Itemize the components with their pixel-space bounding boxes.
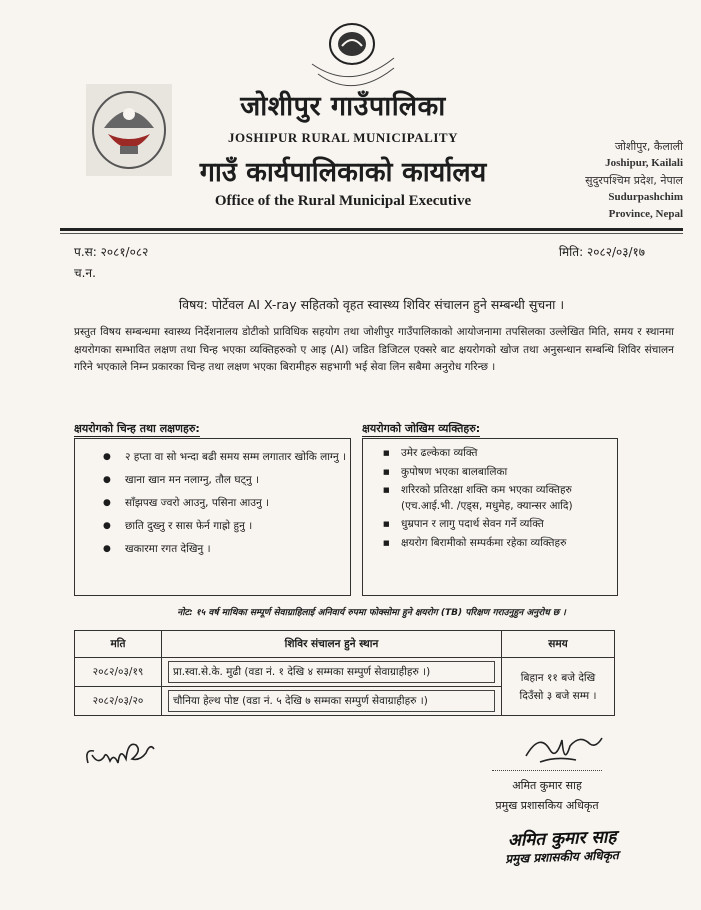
address-line: Province, Nepal (608, 208, 683, 220)
address-line: Sudurpashchim (608, 191, 683, 203)
signatory-name: अमित कुमार साह (512, 779, 582, 792)
column-header: शिविर संचालन हुने स्थान (162, 631, 502, 658)
office-address (585, 138, 683, 223)
note-text: नोट: १५ वर्ष माथिका सम्पूर्ण सेवाग्राहिलाई अनिवार्य रुपमा फोक्सोमा हुने क्षयरोग (TB) परिक्षण गराउनुहुन अनुरोध छ । (177, 608, 566, 618)
camp-place-cell (162, 658, 502, 687)
symptoms-box (74, 438, 351, 596)
risk-groups-heading: क्षयरोगको जोखिम व्यक्तिहरु: (362, 422, 481, 435)
risk-item: ■ धुम्रपान र लागु पदार्थ सेवन गर्ने व्यक्ति (401, 517, 617, 533)
column-header: मति (75, 631, 162, 658)
body-paragraph: प्रस्तुत विषय सम्बन्धमा स्वास्थ्य निर्देशनालय डोटीको प्राविधिक सहयोग तथा जोशीपुर गाउँपालिकाको आयोजनामा तपसिलका उल्लेखित मिति, समय र स्थानमा क्षयरोगका सम्भावित लक्षण तथा चिन्ह भएका व्यक्तिहरुको ए आइ (AI) जडित डिजिटल एक्सरे बाट क्षयरोगको खोज तथा अनुसन्धान सम्बन्धि शिविर संचालन गरिने भएकाले निम्न प्रकारका चिन्ह तथा लक्षण भएका बिरामीहरु सहभागी भई सेवा लिन सबैमा अनुरोध गरिन्छ । (74, 326, 674, 373)
camp-place: प्रा.स्वा.से.के. मुढी (वडा नं. १ देखि ४ सम्मका सम्पुर्ण सेवाग्राहीहरु ।) (168, 661, 495, 683)
risk-item: ■ क्षयरोग बिरामीको सम्पर्कमा रहेका व्यक्तिहरु (401, 536, 617, 552)
address-line: सुदुरपश्चिम प्रदेश, नेपाल (585, 174, 683, 187)
address-line: जोशीपुर, कैलाली (614, 140, 683, 153)
symptom-item: ● साँझपख ज्वरो आउनु, पसिना आउनु । (125, 495, 350, 511)
symptoms-heading: क्षयरोगको चिन्ह तथा लक्षणहरु: (74, 422, 200, 435)
risk-groups-box (362, 438, 618, 596)
title-stamp: प्रमुख प्रशासकीय अधिकृत (505, 848, 619, 866)
nepal-emblem-logo (86, 84, 172, 176)
camp-place-cell (162, 687, 502, 716)
risk-item: ■ उमेर ढल्केका व्यक्ति (401, 446, 617, 462)
table-row (75, 658, 615, 687)
risk-item: ■ कुपोषण भएका बालबालिका (401, 465, 617, 481)
table-header-row (75, 631, 615, 658)
camp-date: २०८२/०३/२० (75, 687, 162, 716)
subject-line: विषय: पोर्टेवल AI X-ray सहितको वृहत स्वास्थ्य शिविर संचालन हुने सम्बन्धी सुचना । (178, 297, 565, 312)
officer-signature (520, 726, 606, 774)
risk-item: ■ शरिरको प्रतिरक्षा शक्ति कम भएका व्यक्तिहरु (एच.आई.भी. /एड्स, मधुमेह, क्यान्सर आदि) (401, 483, 617, 514)
symptom-item: ● खाना खान मन नलाग्नु, तौल घट्नु । (125, 472, 350, 488)
camp-schedule-table (74, 630, 615, 716)
dispatch-number: च.न. (74, 266, 96, 280)
initials-signature (80, 733, 160, 777)
signature-line (492, 770, 602, 771)
camp-place: चौनिया हेल्थ पोष्ट (वडा नं. ५ देखि ७ सम्मका सम्पुर्ण सेवाग्राहीहरु ।) (168, 690, 495, 712)
camp-date: २०८२/०३/१९ (75, 658, 162, 687)
camp-time: बिहान ११ बजे देखि दिउँसो ३ बजे सम्म । (502, 658, 615, 716)
letter-date: मिति: २०८२/०३/१७ (558, 245, 645, 259)
symptom-item: ● २ हप्ता वा सो भन्दा बढी समय सम्म लगातार खोकि लाग्नु । (125, 449, 350, 465)
name-stamp: अमित कुमार साह (507, 827, 617, 851)
municipality-title-np: जोशीपुर गाउँपालिका (240, 91, 446, 122)
reference-number: प.स: २०८१/०८२ (74, 245, 149, 259)
symptom-item: ● छाति दुख्नु र सास फेर्न गाह्रो हुनु । (125, 518, 350, 534)
office-title-en: Office of the Rural Municipal Executive (214, 193, 472, 209)
symptom-item: ● खकारमा रगत देखिनु । (125, 541, 350, 557)
header-divider (60, 228, 683, 231)
address-line: Joshipur, Kailali (605, 157, 683, 169)
office-title-np: गाउँ कार्यपालिकाको कार्यालय (199, 157, 487, 188)
signatory-title: प्रमुख प्रशासकिय अधिकृत (495, 799, 599, 812)
municipality-title-en: JOSHIPUR RURAL MUNICIPALITY (228, 130, 458, 145)
header-divider (60, 233, 683, 234)
column-header: समय (502, 631, 615, 658)
